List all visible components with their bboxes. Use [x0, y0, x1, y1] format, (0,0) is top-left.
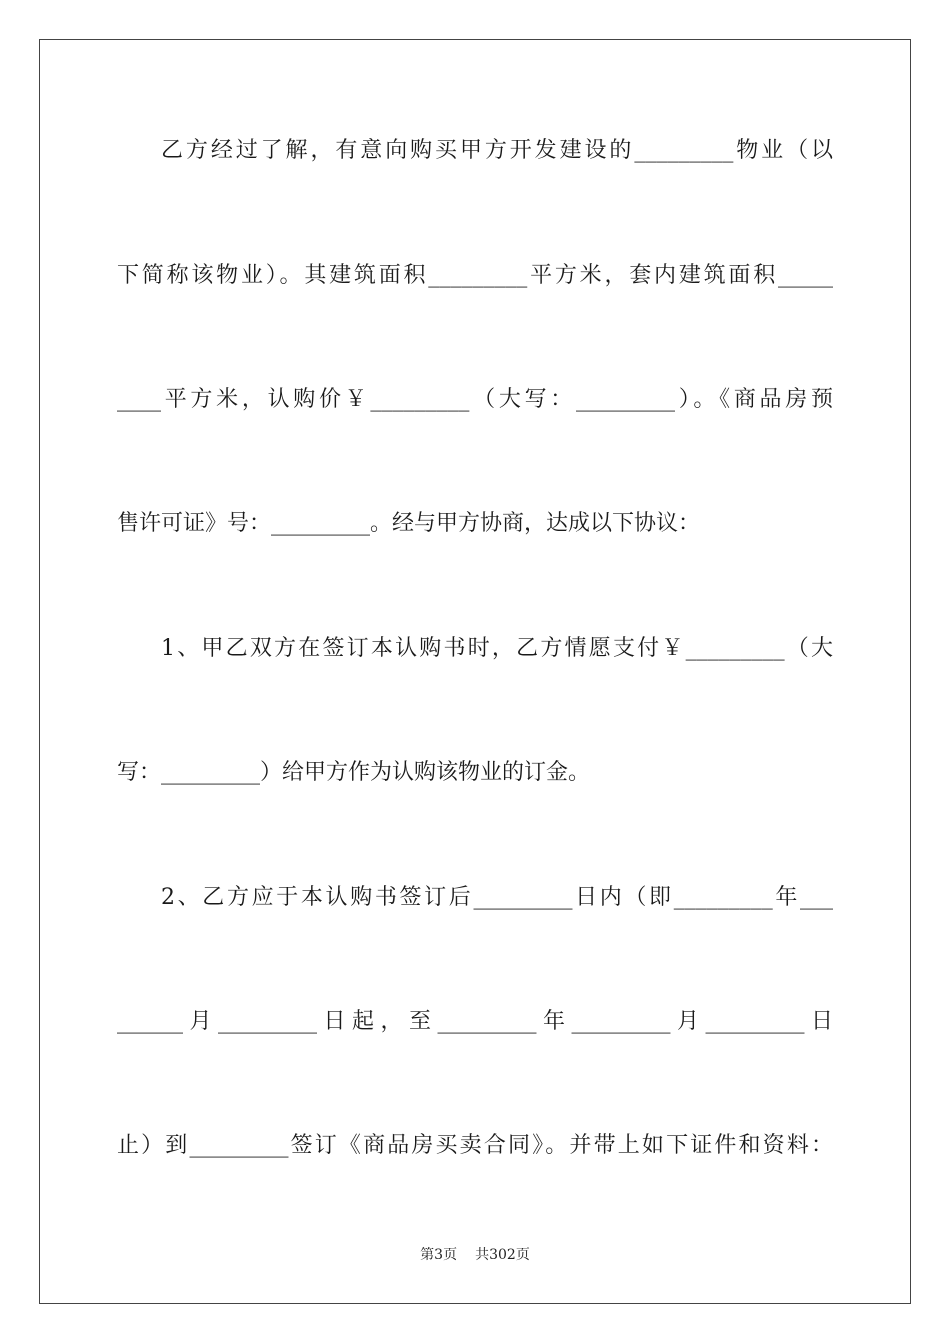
current-page-number: 第3页	[420, 1247, 458, 1263]
paragraph-line-4: 售许可证》号：_________。经与甲方协商，达成以下协议：	[117, 511, 701, 536]
clause-2-line-1: 2、乙方应于本认购书签订后_________日内（即_________年___	[161, 885, 833, 910]
paragraph-line-2: 下简称该物业）。其建筑面积_________平方米，套内建筑面积_____	[117, 263, 833, 288]
clause-2-line-3: 止）到_________签订《商品房买卖合同》。并带上如下证件和资料：	[117, 1133, 833, 1158]
paragraph-line-1: 乙方经过了解，有意向购买甲方开发建设的_________物业（以	[161, 138, 833, 163]
clause-1-line-1: 1、甲乙双方在签订本认购书时，乙方情愿支付￥_________（大	[161, 636, 833, 661]
total-page-count: 共302页	[475, 1247, 530, 1263]
page-frame	[39, 39, 911, 1304]
clause-1-line-2: 写：_________）给甲方作为认购该物业的订金。	[117, 760, 591, 785]
page-footer	[0, 1245, 950, 1265]
clause-2-line-2: ______月_________日起，至_________年_________月_________日	[117, 1009, 833, 1034]
paragraph-line-3: ____平方米，认购价￥_________（大写：_________）。《商品房预	[117, 387, 833, 412]
